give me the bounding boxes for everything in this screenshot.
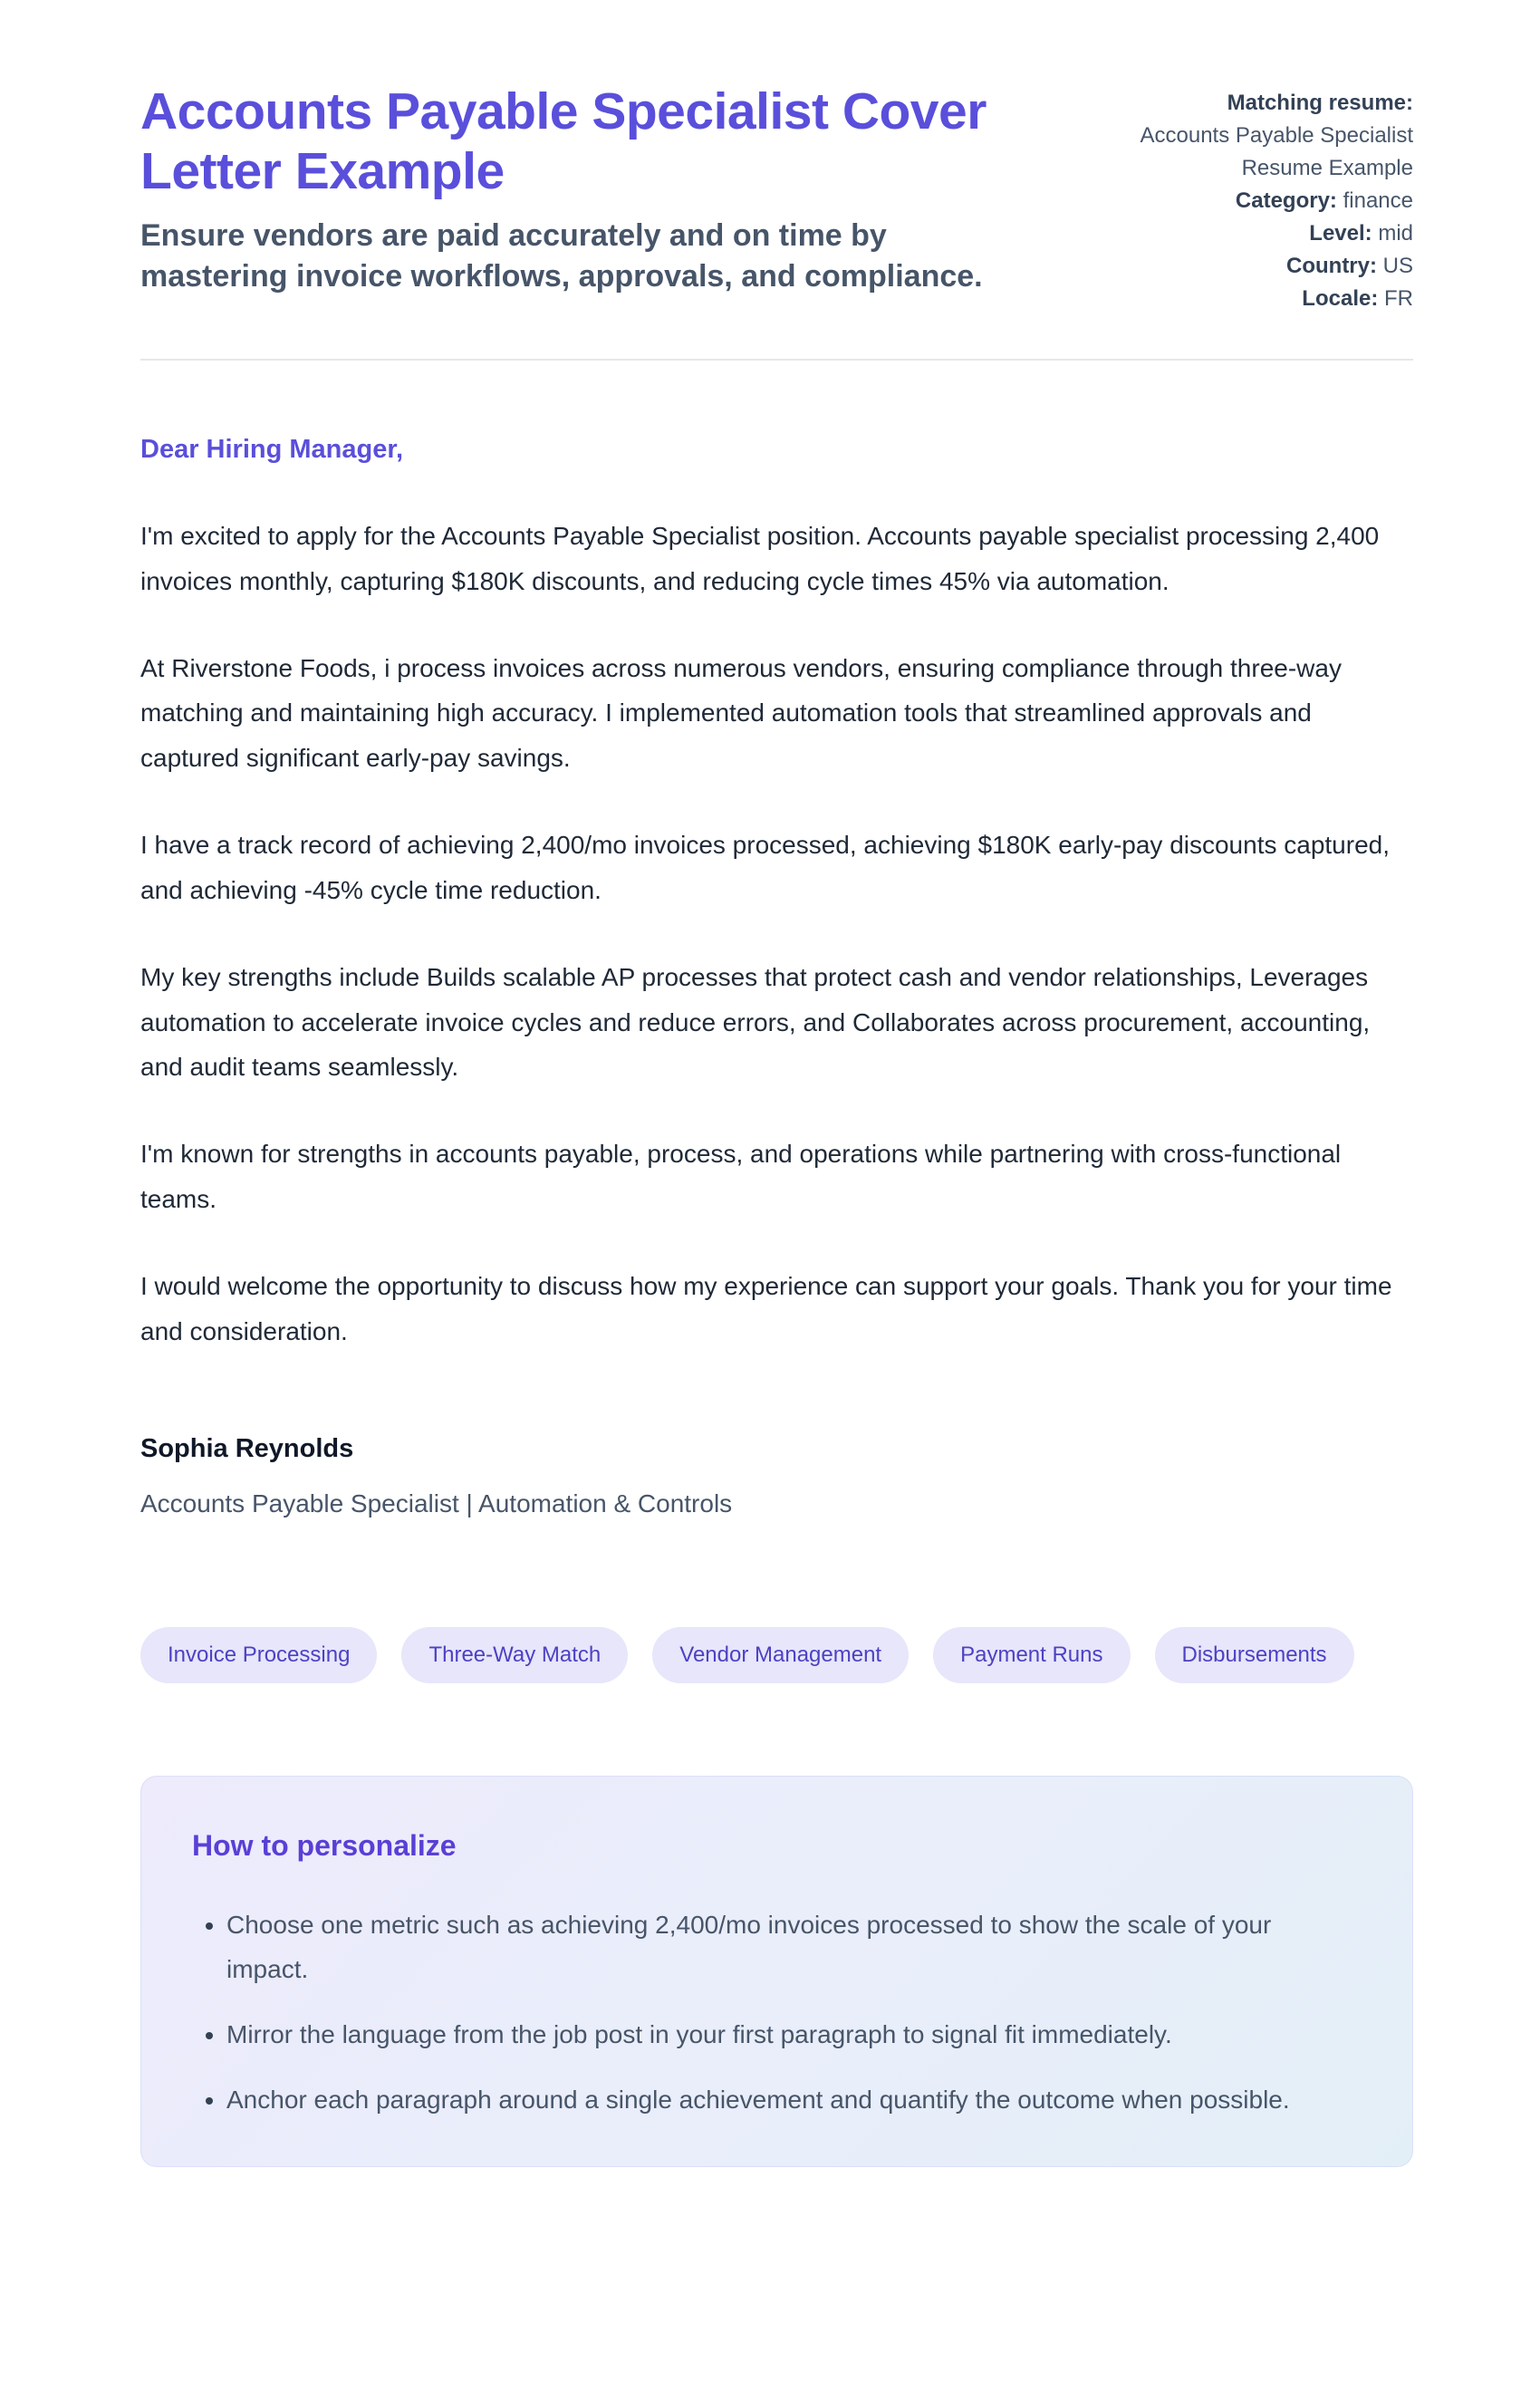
letter-paragraph-2: At Riverstone Foods, i process invoices across numerous vendors, ensuring compliance through three-way matching and maintaining high accuracy. I implemented automation tools that streamlined approvals and captured significant early-pay savings. xyxy=(140,653,1342,773)
meta-field-level xyxy=(1060,217,1413,250)
letter-paragraph-1: I'm excited to apply for the Accounts Payable Specialist position. Accounts payable specialist processing 2,400 invoices monthly, capturing $180K discounts, and reducing cycle times 45% via automation. xyxy=(140,522,1380,595)
skill-tags-row xyxy=(140,1627,1413,1683)
meta-field-locale-value: FR xyxy=(1384,286,1413,311)
tip-item-3: • Anchor each paragraph around a single achievement and quantify the outcome when possible. xyxy=(226,2077,1359,2123)
meta-field-country-value: US xyxy=(1382,254,1413,278)
letter-greeting: Dear Hiring Manager, xyxy=(140,435,404,464)
page-title: Accounts Payable Specialist Cover Letter Example xyxy=(140,82,987,201)
header-title-block xyxy=(140,82,1024,297)
letter-paragraph-3: I have a track record of achieving 2,400/mo invoices processed, achieving $180K early-pay discounts captured, and achieving -45% cycle time reduction. xyxy=(140,831,1390,904)
letter-body xyxy=(140,435,1413,1518)
tag-vendor-management[interactable]: Vendor Management xyxy=(652,1627,909,1683)
meta-field-category xyxy=(1060,185,1413,217)
matching-resume-label xyxy=(1060,87,1413,120)
tip-item-2: • Mirror the language from the job post in your first paragraph to signal fit immediately. xyxy=(226,2012,1359,2057)
meta-field-locale xyxy=(1060,283,1413,315)
how-to-personalize-box xyxy=(140,1776,1413,2167)
header-divider xyxy=(140,359,1413,361)
meta-field-country-label: Country: xyxy=(1286,254,1377,278)
meta-field-level-label: Level: xyxy=(1309,221,1372,246)
tag-invoice-processing[interactable]: Invoice Processing xyxy=(140,1627,377,1683)
meta-field-category-label: Category: xyxy=(1235,188,1337,213)
tips-list xyxy=(192,1903,1362,2123)
page-header xyxy=(140,82,1413,315)
signature-name: Sophia Reynolds xyxy=(140,1433,354,1463)
tag-three-way-match[interactable]: Three-Way Match xyxy=(401,1627,628,1683)
tip-item-1: • Choose one metric such as achieving 2,400/mo invoices processed to show the scale of your impact. xyxy=(226,1903,1359,1993)
resume-meta-block xyxy=(1060,82,1413,315)
meta-field-category-value: finance xyxy=(1343,188,1413,213)
meta-field-locale-label: Locale: xyxy=(1302,286,1379,311)
meta-field-level-value: mid xyxy=(1378,221,1413,246)
tips-box-title: How to personalize xyxy=(192,1828,457,1862)
letter-paragraph-4: My key strengths include Builds scalable AP processes that protect cash and vendor relationships, Leverages automation to accelerate invoice cycles and reduce errors, and Collaborates across procurement, accounting, and audit teams seamlessly. xyxy=(140,962,1371,1082)
letter-paragraph-5: I'm known for strengths in accounts payable, process, and operations while partnering with cross-functional teams. xyxy=(140,1140,1342,1214)
matching-resume-label-text: Matching resume: xyxy=(1227,91,1413,115)
meta-field-country xyxy=(1060,250,1413,283)
tag-disbursements[interactable]: Disbursements xyxy=(1155,1627,1354,1683)
tag-payment-runs[interactable]: Payment Runs xyxy=(933,1627,1130,1683)
signature-block xyxy=(140,1434,1413,1518)
matching-resume-value: Accounts Payable Specialist Resume Example xyxy=(1140,123,1413,180)
signature-title: Accounts Payable Specialist | Automation & Controls xyxy=(140,1489,733,1517)
letter-paragraph-6: I would welcome the opportunity to discuss how my experience can support your goals. Thank you for your time and consideration. xyxy=(140,1271,1392,1345)
page-subtitle: Ensure vendors are paid accurately and on time by mastering invoice workflows, approvals, and compliance. xyxy=(140,218,983,294)
